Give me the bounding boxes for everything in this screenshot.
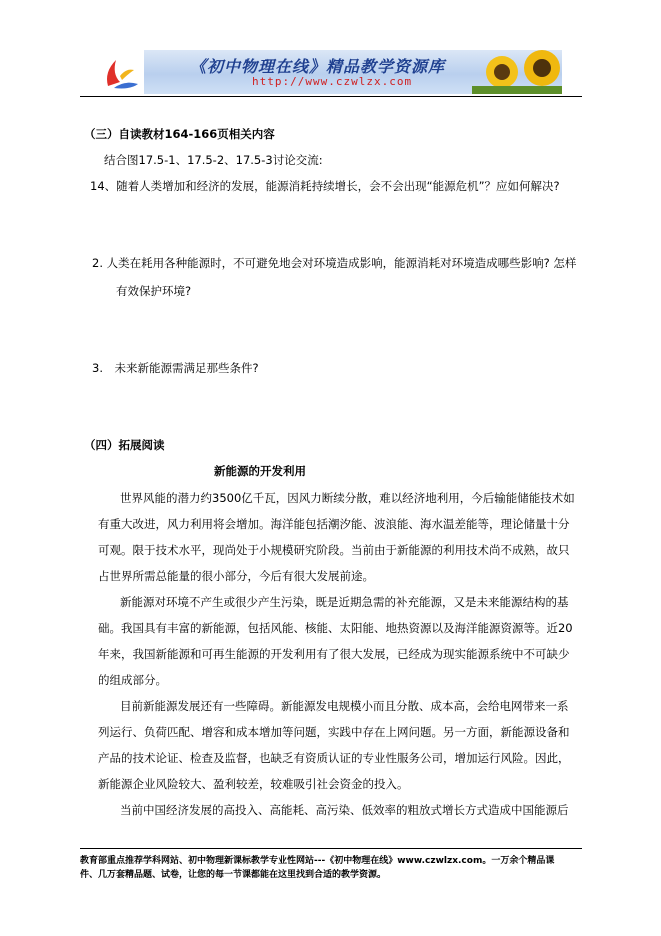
- footer-divider: [80, 848, 582, 849]
- article-title: 新能源的开发利用: [214, 464, 306, 478]
- paragraph-3-line: 目前新能源发展还有一些障碍。新能源发电规模小而且分散、成本高，会给电网带来一系: [120, 699, 569, 713]
- paragraph-3-line: 新能源企业风险较大、盈利较差，较难吸引社会资金的投入。: [98, 777, 409, 791]
- question-3: 3. 未来新能源需满足那些条件?: [92, 361, 259, 375]
- paragraph-2-line: 年来，我国新能源和可再生能源的开发利用有了很大发展，已经成为现实能源系统中不可缺少: [98, 647, 570, 661]
- footer-line-2: 件、几万套精品题、试卷，让您的每一节课都能在这里找到合适的教学资源。: [80, 870, 387, 880]
- paragraph-2-line: 的组成部分。: [98, 673, 167, 687]
- sunflower-image: [472, 50, 562, 94]
- paragraph-1-line: 世界风能的潜力约3500亿千瓦，因风力断续分散，难以经济地利用，今后输能储能技术如: [120, 491, 575, 505]
- question-2-line1: 2. 人类在耗用各种能源时，不可避免地会对环境造成影响，能源消耗对环境造成哪些影响? 怎样: [92, 256, 577, 270]
- site-logo: [100, 50, 144, 94]
- banner-url[interactable]: http://www.czwlzx.com: [252, 75, 413, 88]
- paragraph-2-line: 新能源对环境不产生或很少产生污染，既是近期急需的补充能源，又是未来能源结构的基: [120, 595, 569, 609]
- header-divider: [80, 96, 582, 97]
- section4-heading: （四）拓展阅读: [84, 438, 165, 452]
- banner-title: 《初中物理在线》精品教学资源库: [190, 57, 446, 76]
- paragraph-3-line: 列运行、负荷匹配、增容和成本增加等问题，实践中存在上网问题。另一方面，新能源设备和: [98, 725, 570, 739]
- footer-line-1: 教育部重点推荐学科网站、初中物理新课标教学专业性网站---《初中物理在线》www.czwlzx.com。一万余个精品课: [80, 856, 555, 866]
- paragraph-1-line: 占世界所需总能量的很小部分，今后有很大发展前途。: [98, 569, 374, 583]
- question-2-line2: 有效保护环境?: [116, 284, 192, 298]
- section3-heading: （三）自读教材164-166页相关内容: [84, 127, 275, 141]
- section3-intro: 结合图17.5-1、17.5-2、17.5-3讨论交流:: [104, 153, 323, 167]
- header-banner: [100, 50, 562, 94]
- paragraph-3-line: 产品的技术论证、检查及监督，也缺乏有资质认证的专业性服务公司，增加运行风险。因此，: [98, 751, 570, 765]
- paragraph-2-line: 础。我国具有丰富的新能源，包括风能、核能、太阳能、地热资源以及海洋能源资源等。近20: [98, 621, 573, 635]
- paragraph-1-line: 可观。限于技术水平，现尚处于小规模研究阶段。当前由于新能源的利用技术尚不成熟，故只: [98, 543, 570, 557]
- paragraph-4-line: 当前中国经济发展的高投入、高能耗、高污染、低效率的粗放式增长方式造成中国能源后: [120, 803, 569, 817]
- paragraph-1-line: 有重大改进，风力利用将会增加。海洋能包括潮汐能、波浪能、海水温差能等，理论储量十分: [98, 517, 570, 531]
- question-14: 14、随着人类增加和经济的发展，能源消耗持续增长，会不会出现“能源危机”？应如何解决?: [90, 179, 560, 193]
